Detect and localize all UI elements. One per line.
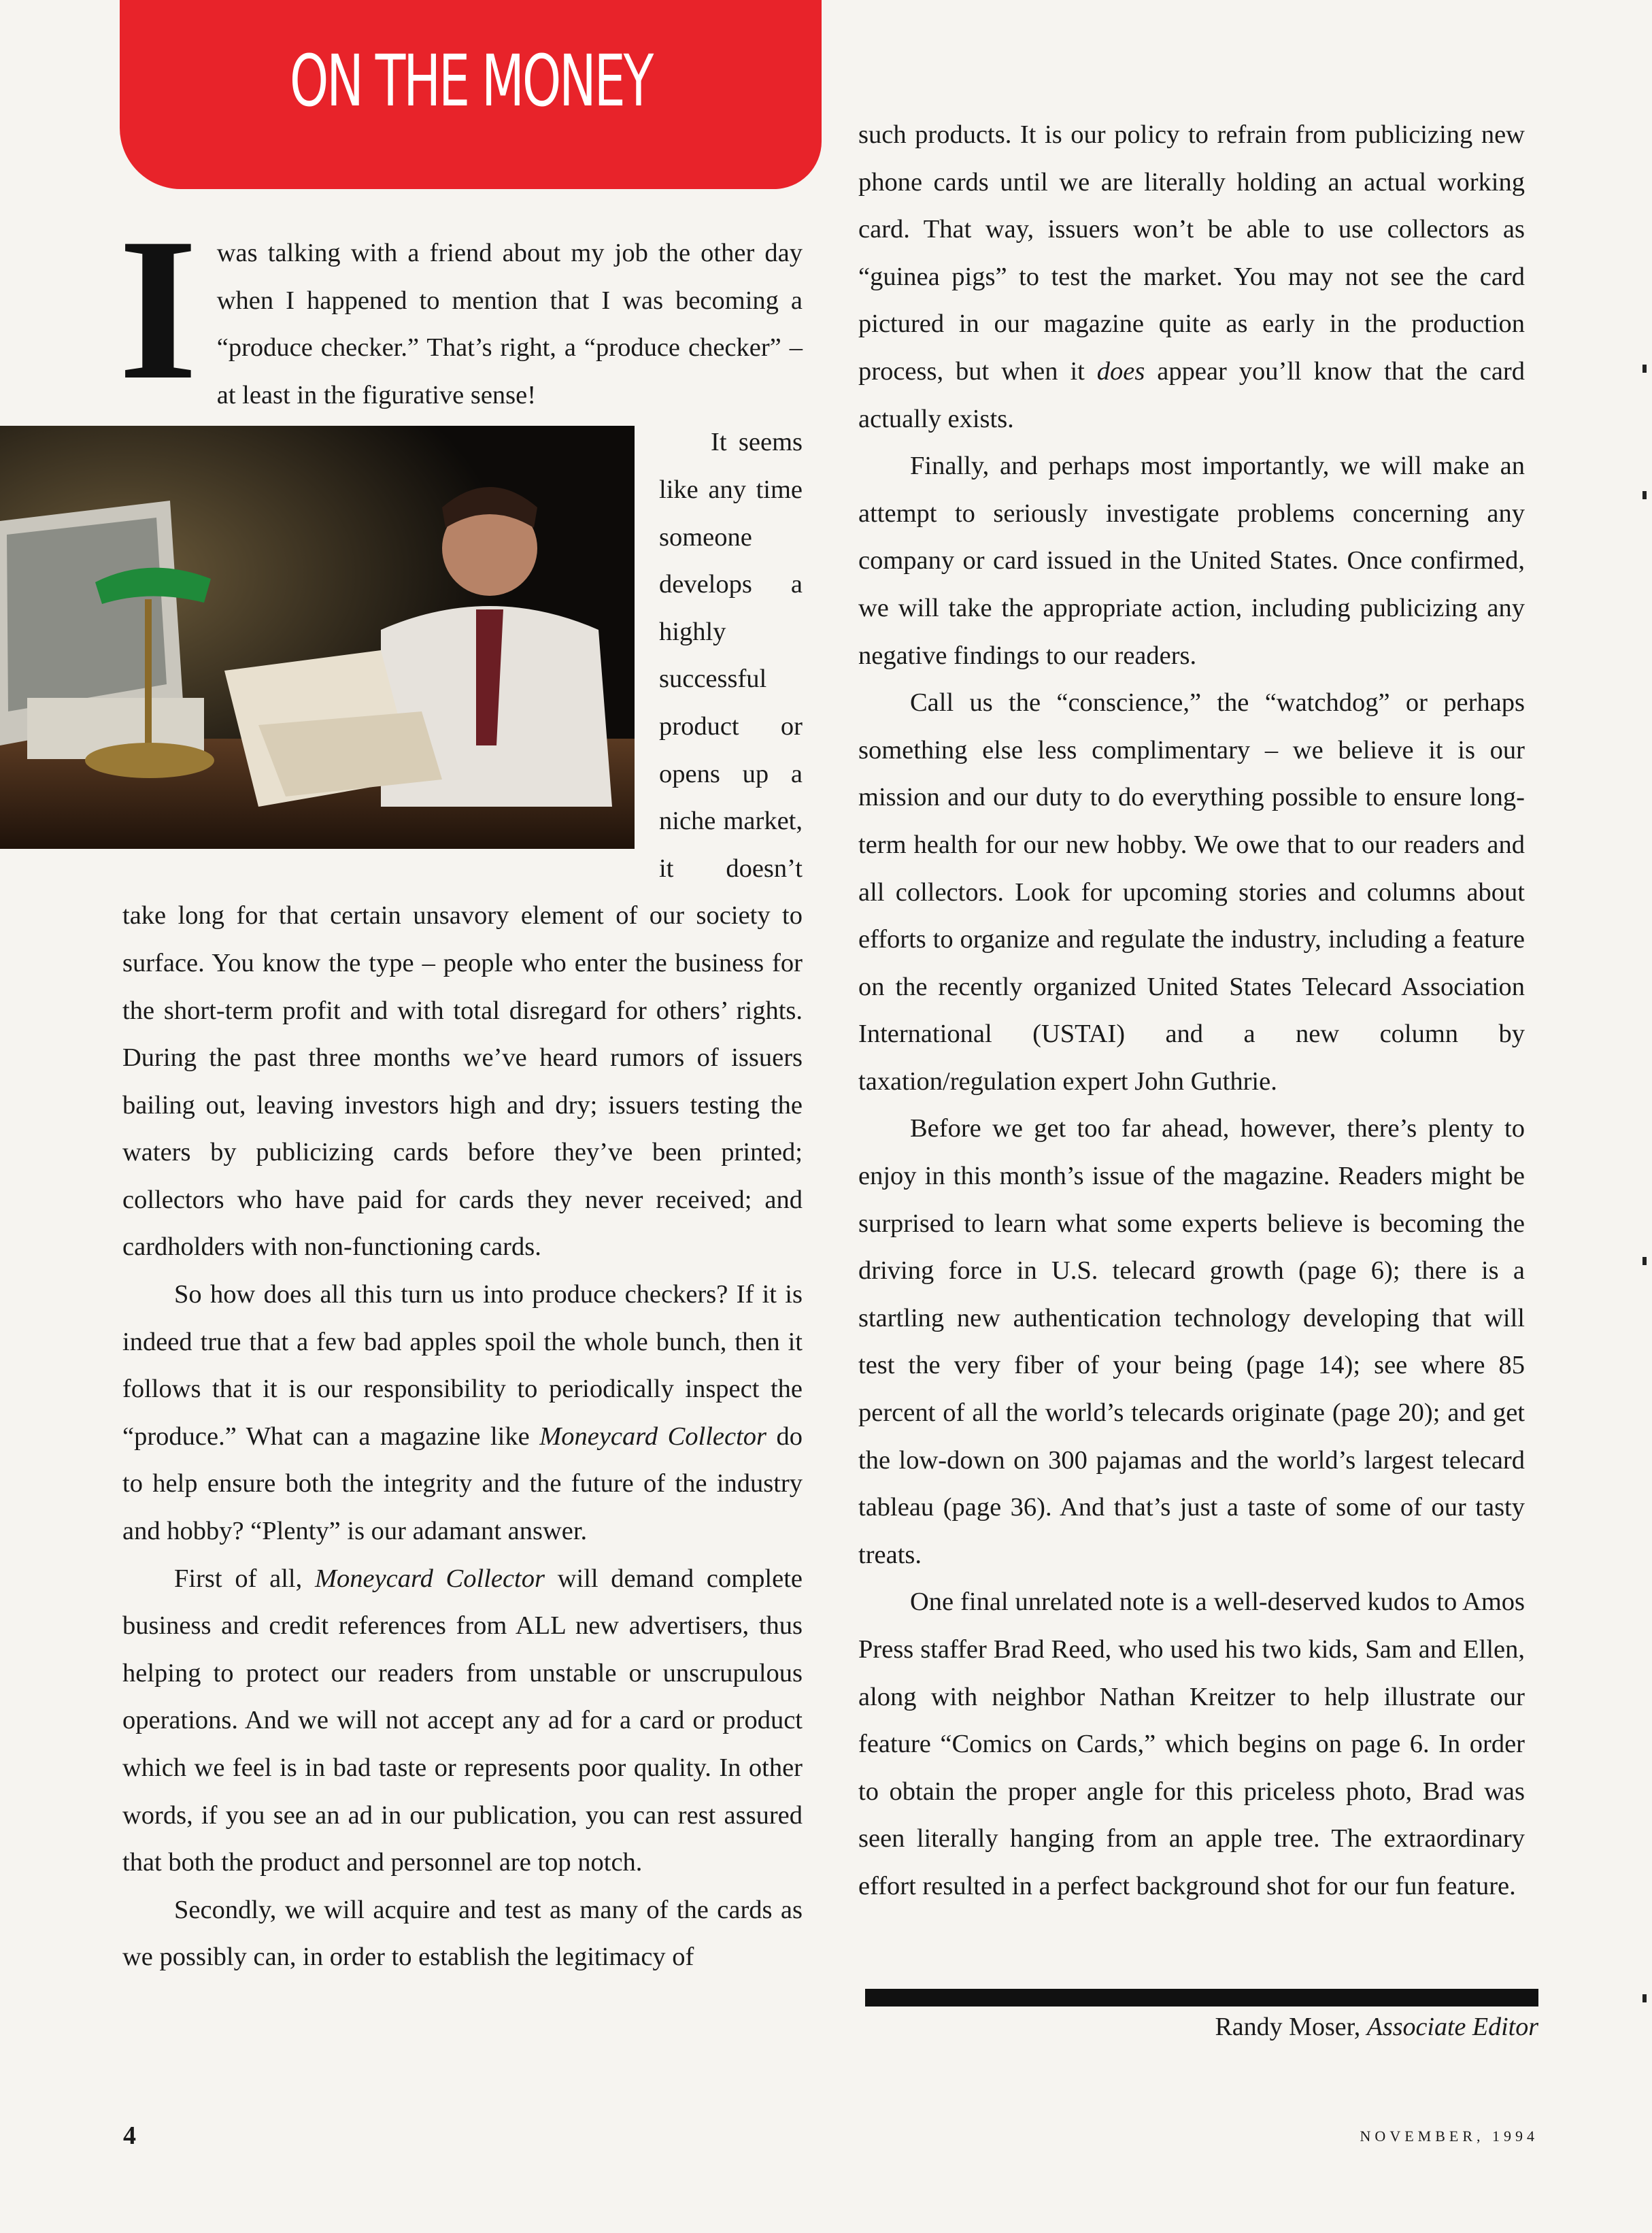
paragraph-10: One final unrelated note is a well-deserved kudos to Amos Press staffer Brad Reed, who used his two kids, Sam and Ellen, along with neighbor Nathan Kreitzer to help illustrate our feature “Comics on Cards,” which begins on page 6. In order to obtain the proper angle for this priceless photo, Brad was seen literally hanging from an apple tree. The extraordinary effort resulted in a perfect background shot for our fun feature. <box>858 1588 1525 1900</box>
drop-cap: I <box>118 196 198 422</box>
divider-rule <box>865 1989 1538 2007</box>
paragraph-1 <box>118 196 803 422</box>
page-title: ON THE MONEY <box>289 39 652 122</box>
paragraph-4 <box>122 1556 803 1887</box>
magazine-name: Moneycard Collector <box>539 1422 766 1451</box>
byline <box>1215 2008 1538 2046</box>
edge-mark <box>1642 1257 1647 1265</box>
editor-at-desk-image <box>0 426 635 849</box>
paragraph-1-text: was talking with a friend about my job the other day when I happened to mention that I was becoming a “produce checker.” That’s right, a “produce checker” – at least in the figurative sense! <box>216 239 803 409</box>
paragraph-8: Call us the “conscience,” the “watchdog” or perhaps something else less complimentary – we believe it is our mission and our duty to do everything possible to ensure long-term health for our new hobby. We owe that to our readers and all collectors. Look for upcoming stories and columns about efforts to organize and regulate the industry, including a feature on the recently organized United States Telecard Association International (USTAI) and a new column by taxation/regulation expert John Guthrie. <box>858 688 1525 1096</box>
paragraph-3-tail: do to help ensure both the integrity and the future of the industry and hobby? “Plenty” is our adamant answer. <box>122 1422 803 1546</box>
paragraph-6-tail: appear you’ll know that the card actually exists. <box>858 356 1525 433</box>
paragraph-4-lead: First of all, <box>174 1564 303 1593</box>
article-column-1 <box>118 196 803 1981</box>
author-title: Associate Editor <box>1366 2013 1538 2041</box>
paragraph-2-text: It seems like any time someone develops a highly successful product or opens up a niche market, it doesn’t take long for that certain unsavory element of our society to surface. You know the type – people who enter the business for the short-term profit and with total disregard for others’ rights. During the past three months we’ve heard rumors of issuers bailing out, leaving investors high and dry; issuers testing the waters by publicizing cards before they’ve been printed; collectors who have paid for cards they never received; and cardholders with non-functioning cards. <box>122 428 803 1262</box>
paragraph-6 <box>858 112 1525 443</box>
paragraph-2 <box>122 419 803 1271</box>
author-name: Randy Moser, <box>1215 2013 1361 2041</box>
emphasis: does <box>1096 356 1145 386</box>
article-column-2 <box>858 112 1525 1911</box>
paragraph-7: Finally, and perhaps most importantly, we will make an attempt to seriously investigate problems concerning any company or card issued in the United States. Once confirmed, we will take the appropriate action, including publicizing any negative findings to our readers. <box>858 452 1525 670</box>
paragraph-9: Before we get too far ahead, however, there’s plenty to enjoy in this month’s issue of the magazine. Readers might be surprised to learn what some experts believe is becoming the driving force in U.S. telecard growth (page 6); there is a startling new authentication technology developing that will test the very fiber of your being (page 14); see where 85 percent of all the world’s telecards originate (page 20); and get the low-down on 300 pajamas and the world’s largest telecard tableau (page 36). And that’s just a taste of some of our tasty treats. <box>858 1114 1525 1569</box>
edge-mark <box>1642 1994 1647 2002</box>
paragraph-5: Secondly, we will acquire and test as many of the cards as we possibly can, in order to establish the legitimacy of <box>122 1895 803 1972</box>
page-number: 4 <box>123 2121 136 2150</box>
editor-photo <box>0 426 635 849</box>
paragraph-3 <box>122 1271 803 1556</box>
header-band <box>120 0 822 189</box>
edge-mark <box>1642 491 1647 499</box>
edge-mark <box>1642 365 1647 373</box>
paragraph-3-text: So how does all this turn us into produce checkers? If it is indeed true that a few bad apples spoil the whole bunch, then it follows that it is our responsibility to periodically inspect the “produce.” What can a magazine like <box>122 1280 803 1451</box>
paragraph-6-lead: such products. It is our policy to refrain from publicizing new phone cards until we are literally holding an actual working card. That way, issuers won’t be able to use collectors as “guinea pigs” to test the market. You may not see the card pictured in our magazine quite as early in the production process, but when it <box>858 120 1525 386</box>
magazine-name: Moneycard Collector <box>314 1564 545 1593</box>
issue-date: NOVEMBER, 1994 <box>1360 2128 1538 2145</box>
paragraph-4-tail: will demand complete business and credit references from ALL new advertisers, thus helping to protect our readers from unstable or unscrupulous operations. And we will not accept any ad for a card or product which we feel is in bad taste or represents poor quality. In other words, if you see an ad in our publication, you can rest assured that both the product and personnel are top notch. <box>122 1564 803 1877</box>
